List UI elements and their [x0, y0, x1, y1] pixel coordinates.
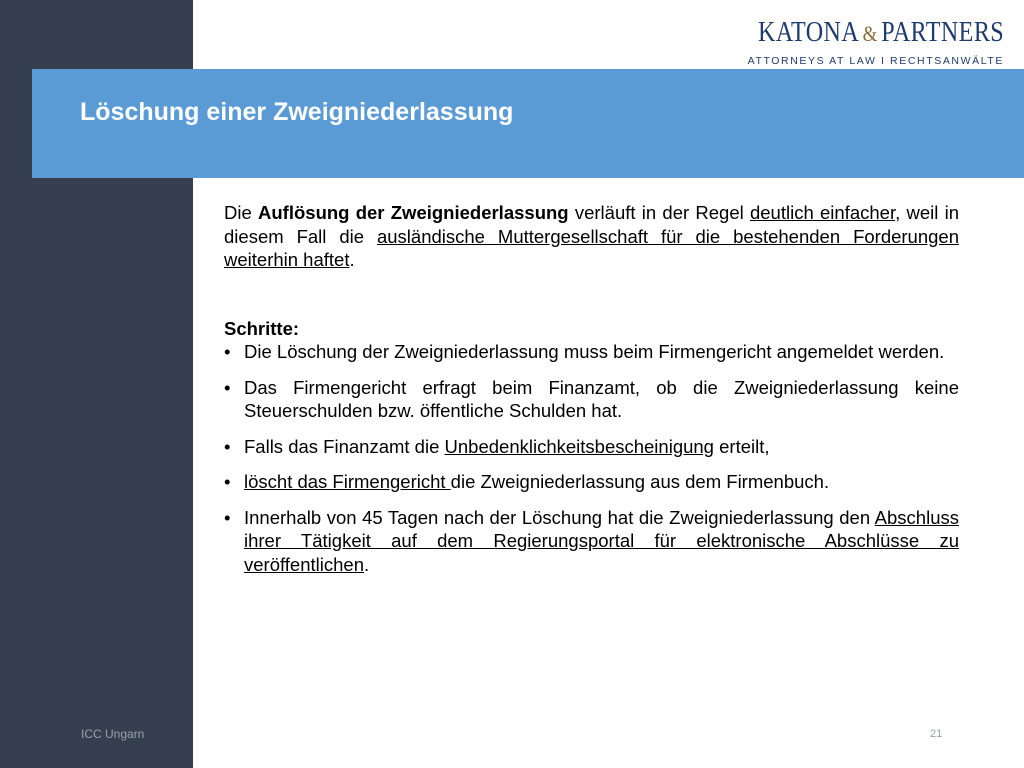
logo-wordmark: [758, 18, 1004, 49]
logo-tagline: ATTORNEYS AT LAW I RECHTSANWÄLTE: [747, 55, 1004, 67]
step-text: Die Löschung der Zweigniederlassung muss beim Firmengericht angemeldet werden.: [244, 341, 945, 362]
logo-name-left: KATONA: [757, 17, 860, 48]
step-text: Innerhalb von 45 Tagen nach der Löschung hat die Zweigniederlassung den: [244, 506, 875, 528]
step-underline: Abschluss ihrer Tätigkeit auf dem Regierungsportal für elektronische Abschlüsse zu veröffentlichen: [244, 506, 959, 575]
list-item: [224, 340, 959, 364]
intro-underline: ausländische Muttergesellschaft für die bestehenden Forderungen weiterhin haftet: [224, 225, 959, 270]
step-underline: Unbedenklichkeitsbescheinigung: [444, 435, 714, 457]
step-underline: löscht das Firmengericht: [244, 471, 451, 492]
intro-bold: Auflösung der Zweigniederlassung: [258, 202, 569, 223]
logo-ampersand: &: [862, 21, 878, 46]
step-text: .: [364, 553, 370, 575]
intro-text: .: [349, 249, 355, 270]
slide-content: [224, 201, 959, 588]
bullet: •: [224, 471, 231, 492]
intro-text: , weil in diesem Fall die: [224, 202, 959, 247]
slide-title: Löschung einer Zweigniederlassung: [80, 98, 514, 126]
page-number: 21: [930, 728, 943, 740]
bullet: •: [224, 376, 231, 398]
company-logo: [718, 18, 1004, 67]
intro-text: verläuft in der Regel: [568, 202, 750, 223]
list-item: [224, 435, 959, 459]
bullet: •: [224, 506, 231, 528]
list-item: [224, 376, 959, 423]
steps-heading: Schritte:: [224, 317, 300, 339]
bullet: •: [224, 435, 231, 457]
intro-underline: deutlich einfacher: [749, 202, 896, 223]
steps-list: [224, 340, 959, 576]
step-text: die Zweigniederlassung aus dem Firmenbuch.: [450, 471, 830, 492]
list-item: [224, 506, 959, 577]
bullet: •: [224, 341, 231, 362]
title-banner: [32, 69, 1024, 178]
footer-label: ICC Ungarn: [81, 727, 145, 741]
intro-paragraph: [224, 201, 959, 272]
step-text: Das Firmengericht erfragt beim Finanzamt, ob die Zweigniederlassung keine Steuerschulden bzw. öffentliche Schulden hat.: [244, 376, 959, 421]
step-text: Falls das Finanzamt die: [244, 435, 445, 457]
logo-name-right: PARTNERS: [881, 17, 1004, 48]
step-text: erteilt,: [713, 435, 770, 457]
list-item: [224, 470, 959, 494]
intro-text: Die: [224, 202, 259, 223]
